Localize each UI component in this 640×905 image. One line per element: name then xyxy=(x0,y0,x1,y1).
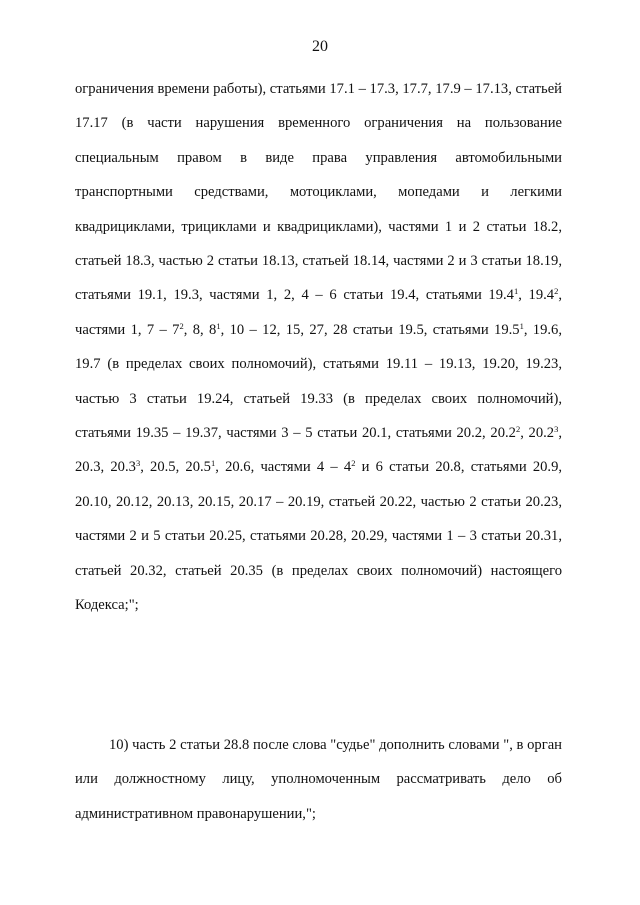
paragraph-main: ограничения времени работы), статьями 17.1 – 17.3, 17.7, 17.9 – 17.13, статьей 17.17 (в части нарушения временного ограничения на пользование специальным правом в виде права управления автомобильными транспортными средствами, мотоциклами, мопедами и легкими квадрициклами, трициклами и квадрициклами), частями 1 и 2 статьи 18.2, статьей 18.3, частью 2 статьи 18.13, статьей 18.14, частями 2 и 3 статьи 18.19, статьями 19.1, 19.3, частями 1, 2, 4 – 6 статьи 19.4, статьями 19.4$^1$, 19.4$^2$, частями 1, $7 - 7^2$, 8, $8^1$, 10 – 12, 15, 27, 28 статьи 19.5, статьями 19.5$^1$, 19.6, 19.7 (в пределах своих полномочий), статьями 19.11 – 19.13, 19.20, 19.23, частью 3 статьи 19.24, статьей 19.33 (в пределах своих полномочий), статьями 19.35 – 19.37, частями 3 – 5 статьи 20.1, статьями 20.2, 20.2$^2$, 20.2$^3$, 20.3, 20.3$^3$, 20.5, 20.5$^1$, 20.6, частями $4 - 4^2$ и 6 статьи 20.8, статьями 20.9, 20.10, 20.12, 20.13, 20.15, 20.17 – 20.19, статьей 20.22, частью 2 статьи 20.23, частями 2 и 5 статьи 20.25, статьями 20.28, 20.29, частями 1 – 3 статьи 20.31, статьей 20.32, статьей 20.35 (в пределах своих полномочий) настоящего Кодекса;"; xyxy=(75,81,563,614)
page-number: 20 xyxy=(312,38,328,55)
paragraph-item-10: 10) часть 2 статьи 28.8 после слова "судье" дополнить словами ", в орган или должностному лицу, уполномоченным рассматривать дело об административном правонарушении,"; xyxy=(75,737,562,822)
